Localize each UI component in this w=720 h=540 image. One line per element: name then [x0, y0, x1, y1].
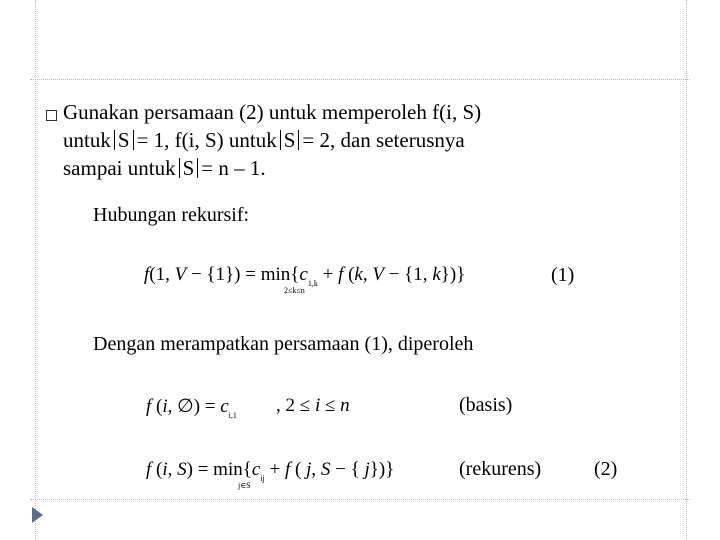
line2-text-a: untuk — [63, 128, 111, 152]
paragraph-line-1 — [63, 98, 683, 126]
basis-subscript: i,1 — [228, 411, 237, 420]
eq2-part: + — [264, 459, 285, 480]
eq1-subscript: 1,k — [307, 279, 318, 288]
eq2-part: c — [251, 459, 261, 480]
basis-cond-part: n — [340, 395, 350, 416]
eq2-part: i — [162, 459, 168, 480]
basis-cond-part: ≤ — [320, 395, 341, 416]
eq1-part: − {1}) = min{ — [186, 264, 300, 285]
line3-text-a: sampai untuk — [63, 156, 176, 180]
set-s: S — [182, 156, 195, 180]
basis-part: ( — [151, 396, 163, 417]
eq1-part: V — [174, 264, 187, 285]
eq1-part: })} — [440, 264, 466, 285]
eq1-min-index: 2≤k≤n — [284, 286, 305, 295]
eq2-part: })} — [369, 459, 395, 480]
eq2-subscript: ij — [260, 474, 265, 483]
cardinality-bar — [197, 158, 198, 178]
bullet-paragraph — [63, 98, 683, 182]
equation-1 — [144, 264, 465, 288]
line2-text-c: = 1, f(i, S) untuk — [136, 128, 277, 152]
eq1-part: k — [354, 264, 363, 285]
left-guide-line — [35, 0, 36, 540]
paragraph-line-2 — [63, 126, 683, 154]
eq2-part: ( — [151, 459, 163, 480]
set-s: S — [117, 128, 130, 152]
eq1-part: k — [432, 264, 441, 285]
next-slide-arrow-icon[interactable] — [32, 507, 43, 523]
eq2-label: (2) — [594, 458, 618, 480]
eq2-part: j — [301, 459, 312, 480]
eq1-part: f — [338, 264, 344, 285]
eq1-part: − {1, — [383, 264, 433, 285]
basis-part: f — [146, 396, 152, 417]
right-guide-line — [686, 0, 687, 540]
line3-text-c: = n – 1. — [201, 156, 266, 180]
eq2-part: ( — [290, 459, 302, 480]
equation-2 — [146, 459, 394, 483]
top-guide-line — [30, 79, 690, 80]
eq2-part: f — [146, 459, 152, 480]
line2-text-e: = 2, dan seterusnya — [302, 128, 465, 152]
cardinality-bar — [114, 130, 115, 150]
eq2-part: S — [320, 459, 331, 480]
eq1-part: ( — [343, 264, 355, 285]
paragraph-line-3 — [63, 154, 683, 182]
basis-part: i — [162, 396, 168, 417]
basis-condition — [276, 395, 350, 417]
eq2-rekurens-label: (rekurens) — [459, 458, 542, 480]
basis-equation — [146, 395, 237, 420]
basis-part: , ∅) = — [167, 396, 221, 417]
eq1-part: + — [317, 264, 339, 285]
eq2-part: ) = min{ — [186, 459, 252, 480]
eq1-label: (1) — [551, 264, 575, 286]
eq2-min-index: j∈S — [238, 481, 251, 490]
eq2-part: S — [177, 459, 187, 480]
cardinality-bar — [280, 130, 281, 150]
eq1-part: f — [144, 264, 150, 285]
cardinality-bar — [298, 130, 299, 150]
square-bullet-icon — [46, 110, 57, 121]
cardinality-bar — [133, 130, 134, 150]
eq2-part: j — [364, 459, 370, 480]
recursive-heading: Hubungan rekursif: — [93, 204, 250, 226]
basis-part: c — [220, 396, 229, 417]
basis-cond-part: i — [314, 395, 321, 416]
bottom-guide-line — [30, 499, 690, 500]
eq1-part: c — [299, 264, 308, 285]
set-s: S — [283, 128, 296, 152]
basis-cond-part: , 2 ≤ — [276, 395, 315, 416]
eq1-part: (1, — [149, 264, 175, 285]
eq1-part: , — [362, 264, 373, 285]
eq2-part: , — [311, 459, 321, 480]
basis-label: (basis) — [459, 394, 513, 416]
eq2-part: , — [167, 459, 178, 480]
cardinality-bar — [179, 158, 180, 178]
eq2-part: − { — [330, 459, 365, 480]
eq1-part: V — [372, 264, 384, 285]
generalize-text: Dengan merampatkan persamaan (1), diperoleh — [93, 333, 474, 355]
eq2-part: f — [284, 459, 291, 480]
line1-text: Gunakan persamaan (2) untuk memperoleh f(i, S) — [63, 100, 482, 124]
